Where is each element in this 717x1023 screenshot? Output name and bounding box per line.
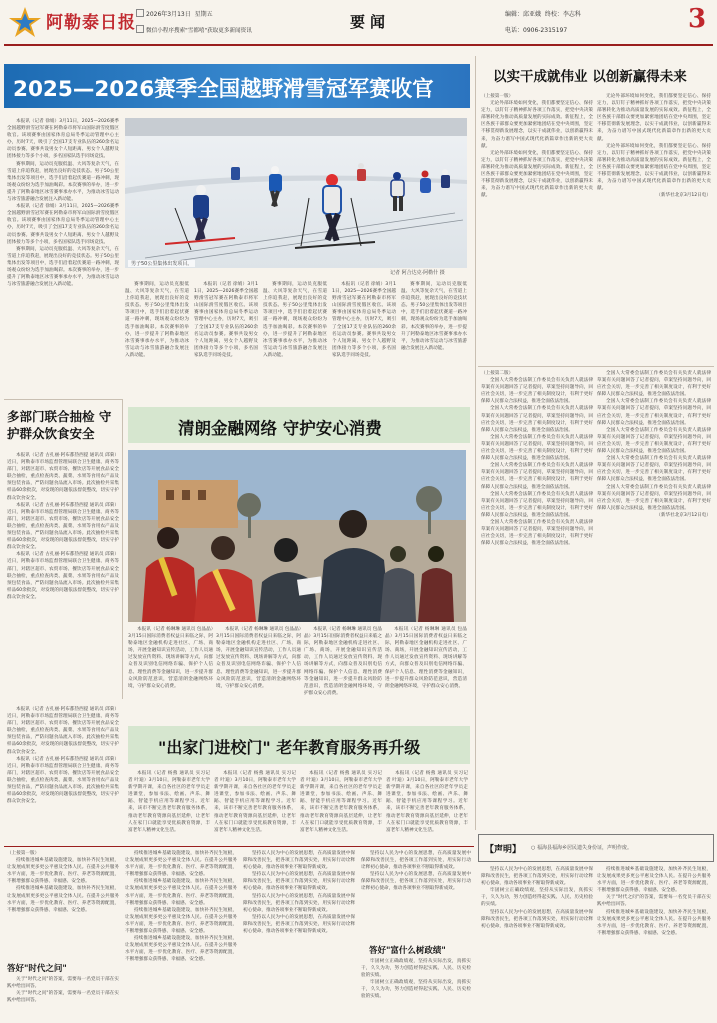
story4-col1-text: 本报讯（记者 杨琳琳 通讯员 包晶晶）3月15日国际消费者权益日来临之际，阿勒泰地区金融机构走进社区、广场、商场，开展金融知识宣传活动，工作人员通过发放宣传资料、现场讲解等方式，向群众普及识别电信网络诈骗、保护个人信息、理性消费等金融知识，进一步提升群众风险防范意识，营造清朗金融网络环境，守护群众安心消费。 [128, 627, 213, 689]
bottom-col3-text: 坚持以人民为中心的发展思想，在高质量发展中保障和改善民生，把各项工作落到实处，用实际行动诠释初心使命，推动各项事业不断取得新成效。 [243, 851, 355, 871]
story2-col1-text-b: 无论外部环境如何变化，我们都要坚定信心、保持定力，以钉钉子精神抓好各项工作落实，把党中央决策部署转化为推动高质量发展的实际成效。新征程上，全区各族干部群众要更加紧密地团结在党中央周围，坚定不移贯彻新发展理念，以实干成就伟业，以创新赢得未来，为奋力谱写中国式现代化新篇章作出新的更大贡献。 [481, 150, 593, 199]
right-col1-text: 全国人大常委会法制工作委员会有关负责人就法律草案有关问题回答了记者提问，草案坚持问题导向，回应社会关切，进一步完善了相关制度设计，有利于更好保障人民群众合法权益，推进全面依法治国。 [481, 378, 593, 405]
issue-date-line [136, 9, 213, 18]
notice-box [478, 834, 714, 862]
story3-cont-text: 本报讯（记者 古扎丽·阿布都热西提 通讯员 邱菊）近日，阿勒泰市市场监督管理局联合卫生健康、商务等部门，对辖区超市、农贸市场、餐饮店等开展食品安全联合抽检，重点检查肉类、蔬菜、水果等食用农产品及预包装食品，严防问题食品流入市场。此次抽检共采集样品60余批次，对发现的问题依法督促整改，切实守护群众饮食安全。 [7, 707, 119, 755]
story1-col6-text: 赛事期间，运动员克服低温、大风等复杂天气，在雪道上你追我赶，展现出良好的竞技状态。男子50公里集体出发等项目中，选手们沿着起伏赛道一路冲刺，现场观众纷纷为选手加油喝彩。本次赛事的举办，进一步提升了阿勒泰地区冰雪赛事承办水平，为推动冰雪运动与冰雪旅游融合发展注入新动能。 [401, 282, 467, 351]
story3-continuation [7, 706, 119, 842]
bottom-right-col-2 [597, 866, 711, 1020]
story3-text-c: 本报讯（记者 古扎丽·阿布都热西提 通讯员 邱菊）近日，阿勒泰市市场监督管理局联合卫生健康、商务等部门，对辖区超市、农贸市场、餐饮店等开展食品安全联合抽检，重点检查肉类、蔬菜、水果等食用农产品及预包装食品，严防问题食品流入市场。此次抽检共采集样品60余批次，对发现的问题依法督促整改，切实守护群众饮食安全。 [7, 552, 119, 600]
right-col2-text-d: 全国人大常委会法制工作委员会有关负责人就法律草案有关问题回答了记者提问，草案坚持问题导向，回应社会关切，进一步完善了相关制度设计，有利于更好保障人民群众合法权益，推进全面依法治国。 [597, 456, 711, 483]
bottom-right-col-1 [481, 866, 593, 1020]
story2-col-2 [597, 93, 711, 343]
bottom-col4-text-b: 坚持以人民为中心的发展思想，在高质量发展中保障和改善民生，把各项工作落到实处，用实际行动诠释初心使命，推动各项事业不断取得新成效。 [361, 872, 471, 892]
story3-cont-text-b: 本报讯（记者 古扎丽·阿布都热西提 通讯员 邱菊）近日，阿勒泰市市场监督管理局联合卫生健康、商务等部门，对辖区超市、农贸市场、餐饮店等开展食品安全联合抽检，重点检查肉类、蔬菜、水果等食用农产品及预包装食品，严防问题食品流入市场。此次抽检共采集样品60余批次，对发现的问题依法督促整改，切实守护群众饮食安全。 [7, 756, 119, 805]
bottom-col2-text: 持续推进城乡基础设施建设，加快补齐民生短板，让发展成果更多更公平惠及全体人民。在提升公共服务水平方面，进一步优化教育、医疗、养老等资源配置，不断增强群众获得感、幸福感、安全感。 [125, 851, 237, 878]
bottom-col3-text-d: 坚持以人民为中心的发展思想，在高质量发展中保障和改善民生，把各项工作落到实处，用实际行动诠释初心使命，推动各项事业不断取得新成效。 [243, 914, 355, 935]
bottom-col-2 [125, 850, 237, 1020]
bottom-col4-text: 坚持以人民为中心的发展思想，在高质量发展中保障和改善民生，把各项工作落到实处，用实际行动诠释初心使命，推动各项事业不断取得新成效。 [361, 851, 471, 871]
story5-headline: "出家门进校门" 老年教育服务再升级 [158, 738, 421, 757]
story1-photo [125, 118, 467, 268]
right-subhead: （上接第二版） [481, 371, 514, 376]
bottom-left-col-1 [7, 850, 119, 954]
story1-col-6 [401, 281, 467, 394]
story3-text-b: 本报讯（记者 古扎丽·阿布都热西提 通讯员 邱菊）近日，阿勒泰市市场监督管理局联合卫生健康、商务等部门，对辖区超市、农贸市场、餐饮店等开展食品安全联合抽检，重点检查肉类、蔬菜、水果等食用农产品及预包装食品，严防问题食品流入市场。此次抽检共采集样品60余批次，对发现的问题依法督促整改，切实守护群众饮食安全。 [7, 502, 119, 551]
right-divider [475, 368, 476, 830]
story4-col4-text: 本报讯（记者 杨琳琳 通讯员 包晶晶）3月15日国际消费者权益日来临之际，阿勒泰地区金融机构走进社区、广场、商场，开展金融知识宣传活动，工作人员通过发放宣传资料、现场讲解等方式，向群众普及识别电信网络诈骗、保护个人信息、理性消费等金融知识，进一步提升群众风险防范意识，营造清朗金融网络环境，守护群众安心消费。 [385, 627, 467, 689]
story4-photo [128, 450, 466, 622]
page-number: 3 [688, 4, 707, 34]
story2-subhead: （上接第一版） [481, 94, 514, 99]
bottom-section-rule [4, 846, 474, 847]
story5-col-3 [300, 770, 382, 834]
column-divider [475, 56, 476, 369]
bottom-col2-text-d: 持续推进城乡基础设施建设，加快补齐民生短板，让发展成果更多更公平惠及全体人民。在提升公共服务水平方面，进一步优化教育、医疗、养老等资源配置，不断增强群众获得感、幸福感、安全感。 [125, 936, 237, 963]
newspaper-logo-icon [8, 6, 42, 38]
bottom-col3-text-b: 坚持以人民为中心的发展思想，在高质量发展中保障和改善民生，把各项工作落到实处，用实际行动诠释初心使命，推动各项事业不断取得新成效。 [243, 872, 355, 892]
bottom-col2-text-b: 持续推进城乡基础设施建设，加快补齐民生短板，让发展成果更多更公平惠及全体人民。在提升公共服务水平方面，进一步优化教育、医疗、养老等资源配置，不断增强群众获得感、幸福感、安全感。 [125, 879, 237, 906]
right-top-rule [478, 366, 714, 367]
right-col1-text-d: 全国人大常委会法制工作委员会有关负责人就法律草案有关问题回答了记者提问，草案坚持问题导向，回应社会关切，进一步完善了相关制度设计，有利于更好保障人民群众合法权益，推进全面依法治国。 [481, 463, 593, 490]
story4-headline-band [128, 407, 470, 443]
bottom-col-3 [243, 850, 355, 1020]
paper-name: 阿勒泰日报 [46, 13, 136, 33]
bottom-right-col1-text: 坚持以人民为中心的发展思想，在高质量发展中保障和改善民生，把各项工作落到实处，用实际行动诠释初心使命，推动各项事业不断取得新成效。 [481, 867, 593, 887]
story1-banner [4, 64, 470, 108]
bottom-col2-text-c: 持续推进城乡基础设施建设，加快补齐民生短板，让发展成果更多更公平惠及全体人民。在提升公共服务水平方面，进一步优化教育、医疗、养老等资源配置，不断增强群众获得感、幸福感、安全感。 [125, 907, 237, 935]
story1-col-2 [125, 281, 189, 394]
bottom-right-col2-text-c: 持续推进城乡基础设施建设，加快补齐民生短板，让发展成果更多更公平惠及全体人民。在提升公共服务水平方面，进一步优化教育、医疗、养老等资源配置，不断增强群众获得感、幸福感、安全感。 [597, 909, 711, 936]
bottom-left-text: 持续推进城乡基础设施建设，加快补齐民生短板，让发展成果更多更公平惠及全体人民。在提升公共服务水平方面，进一步优化教育、医疗、养老等资源配置，不断增强群众获得感、幸福感、安全感。 [7, 858, 119, 885]
calendar-icon [136, 9, 144, 17]
bottom-left-tail-text: 关于"时代之问"的答案，需要每一名党员干部在实践中给出回答。 [7, 977, 119, 990]
bottom-mid-heading: 答好"富什么树政绩" [369, 946, 446, 956]
proofreader: 终校：李志科 [544, 11, 581, 18]
story4-headline: 清朗金融网络 守护安心消费 [178, 419, 382, 438]
notice-label: 【声明】 [485, 845, 522, 855]
bottom-mid-tail [361, 958, 471, 1020]
story5-col3-text: 本报讯（记者 杨燕 通讯员 实习记者 叶迪）3月10日，阿勒泰市老年大学新学期开课，来自各社区的老年学员走进课堂，参加书法、绘画、声乐、舞蹈、智能手机应用等课程学习。近年来，该市不断完善老年教育服务体系，推动老年教育资源向基层延伸，让老年人在家门口就能享受优质教育资源，丰富老年人精神文化生活。 [300, 771, 382, 833]
right-col1-text-f: 全国人大常委会法制工作委员会有关负责人就法律草案有关问题回答了记者提问，草案坚持问题导向，回应社会关切，进一步完善了相关制度设计，有利于更好保障人民群众合法权益，推进全面依法治国。 [481, 519, 593, 547]
issue-date: 2026年3月13日 [146, 11, 191, 18]
story3-text: 本报讯（记者 古扎丽·阿布都热西提 通讯员 邱菊）近日，阿勒泰市市场监督管理局联合卫生健康、商务等部门，对辖区超市、农贸市场、餐饮店等开展食品安全联合抽检，重点检查肉类、蔬菜、水果等食用农产品及预包装食品，严防问题食品流入市场。此次抽检共采集样品60余批次，对发现的问题依法督促整改，切实守护群众饮食安全。 [7, 453, 119, 501]
masthead-rule [4, 44, 713, 46]
story1-lead: 本报讯（记者 徐娟）3月11日，2025—2026赛季全国越野滑雪冠军赛在阿勒泰市将军山国际滑雪度假区收官。该项赛事由国家体育总局冬季运动管理中心主办，历时7天，吸引了全国17支专业队伍的260余名运动员参赛。赛事共设男女个人短距离、男女个人越野及团体接力等多个小项，多名国家队选手同场竞技。 [7, 119, 119, 160]
right-col1-text-c: 全国人大常委会法制工作委员会有关负责人就法律草案有关问题回答了记者提问，草案坚持问题导向，回应社会关切，进一步完善了相关制度设计，有利于更好保障人民群众合法权益，推进全面依法治国。 [481, 434, 593, 462]
right-col1-text-e: 全国人大常委会法制工作委员会有关负责人就法律草案有关问题回答了记者提问，草案坚持问题导向，回应社会关切，进一步完善了相关制度设计，有利于更好保障人民群众合法权益，推进全面依法治国。 [481, 491, 593, 518]
masthead [0, 0, 717, 46]
notice-text: ○ 福海县福海乡居民遗失身份证，声明作废。 [531, 845, 632, 851]
wechat-icon [136, 25, 144, 33]
bottom-right-col2-text: 持续推进城乡基础设施建设，加快补齐民生短板，让发展成果更多更公平惠及全体人民。在提升公共服务水平方面，进一步优化教育、医疗、养老等资源配置，不断增强群众获得感、幸福感、安全感。 [597, 867, 711, 894]
bottom-right-col1-text-c: 坚持以人民为中心的发展思想，在高质量发展中保障和改善民生，把各项工作落到实处，用实际行动诠释初心使命，推动各项事业不断取得新成效。 [481, 909, 593, 929]
story3-body [7, 452, 119, 700]
right-col2-text-b: 全国人大常委会法制工作委员会有关负责人就法律草案有关问题回答了记者提问，草案坚持问题导向，回应社会关切，进一步完善了相关制度设计，有利于更好保障人民群众合法权益，推进全面依法治国。 [597, 399, 711, 426]
right-col-1 [481, 370, 593, 810]
bottom-left-tail [7, 976, 119, 1020]
editor: 编辑：邱亚娥 [505, 11, 542, 18]
story2-source: （新华社北京3月12日电） [656, 193, 711, 199]
story1-col-4 [263, 281, 327, 394]
skiing-photo-image [125, 118, 467, 268]
story5-headline-band [128, 726, 470, 764]
story1-photo-credit: 记者 阿合达克·阿勒什 摄 [390, 270, 445, 276]
story5-col4-text: 本报讯（记者 杨燕 通讯员 实习记者 叶迪）3月10日，阿勒泰市老年大学新学期开课，来自各社区的老年学员走进课堂，参加书法、绘画、声乐、舞蹈、智能手机应用等课程学习。近年来，该市不断完善老年教育服务体系，推动老年教育资源向基层延伸，让老年人在家门口就能享受优质教育资源，丰富老年人精神文化生活。 [386, 771, 468, 833]
story1-col5-text: 本报讯（记者 徐娟）3月11日，2025—2026赛季全国越野滑雪冠军赛在阿勒泰市将军山国际滑雪度假区收官。该项赛事由国家体育总局冬季运动管理中心主办，历时7天，吸引了全国17支专业队伍的260余名运动员参赛。赛事共设男女个人短距离、男女个人越野及团体接力等多个小项，多名国家队选手同场竞技。 [332, 282, 396, 358]
right-col-2 [597, 370, 711, 810]
story4-col-1 [128, 626, 213, 718]
story4-col3-text: 本报讯（记者 杨琳琳 通讯员 包晶晶）3月15日国际消费者权益日来临之际，阿勒泰地区金融机构走进社区、广场、商场，开展金融知识宣传活动，工作人员通过发放宣传资料、现场讲解等方式，向群众普及识别电信网络诈骗、保护个人信息、理性消费等金融知识，进一步提升群众风险防范意识，营造清朗金融网络环境，守护群众安心消费。 [304, 627, 382, 696]
right-col2-text-e: 全国人大常委会法制工作委员会有关负责人就法律草案有关问题回答了记者提问，草案坚持问题导向，回应社会关切，进一步完善了相关制度设计，有利于更好保障人民群众合法权益，推进全面依法治国。 [597, 484, 711, 511]
story1-col-3 [194, 281, 258, 394]
story3-divider [122, 399, 123, 699]
story1-para: 赛事期间，运动员克服低温、大风等复杂天气，在雪道上你追我赶，展现出良好的竞技状态。男子50公里集体出发等项目中，选手们沿着起伏赛道一路冲刺，现场观众纷纷为选手加油喝彩。本次赛事的举办，进一步提升了阿勒泰地区冰雪赛事承办水平，为推动冰雪运动与冰雪旅游融合发展注入新动能。 [7, 161, 119, 203]
editor-line [505, 9, 581, 18]
bottom-left-heading: 答好"时代之问" [7, 964, 67, 974]
issue-weekday: 星期五 [194, 11, 213, 18]
phone-line: 电话：0906-2315197 [505, 27, 568, 34]
story1-col4-text: 赛事期间，运动员克服低温、大风等复杂天气，在雪道上你追我赶，展现出良好的竞技状态。男子50公里集体出发等项目中，选手们沿着起伏赛道一路冲刺，现场观众纷纷为选手加油喝彩。本次赛事的举办，进一步提升了阿勒泰地区冰雪赛事承办水平，为推动冰雪运动与冰雪旅游融合发展注入新动能。 [263, 282, 327, 358]
right-col2-text-c: 全国人大常委会法制工作委员会有关负责人就法律草案有关问题回答了记者提问，草案坚持问题导向，回应社会关切，进一步完善了相关制度设计，有利于更好保障人民群众合法权益，推进全面依法治国。 [597, 427, 711, 455]
story5-col-2 [214, 770, 296, 834]
story1-col3-text: 本报讯（记者 徐娟）3月11日，2025—2026赛季全国越野滑雪冠军赛在阿勒泰市将军山国际滑雪度假区收官。该项赛事由国家体育总局冬季运动管理中心主办，历时7天，吸引了全国17支专业队伍的260余名运动员参赛。赛事共设男女个人短距离、男女个人越野及团体接力等多个小项，多名国家队选手同场竞技。 [194, 282, 258, 358]
story5-col1-text: 本报讯（记者 杨燕 通讯员 实习记者 叶迪）3月10日，阿勒泰市老年大学新学期开课，来自各社区的老年学员走进课堂，参加书法、绘画、声乐、舞蹈、智能手机应用等课程学习。近年来，该市不断完善老年教育服务体系，推动老年教育资源向基层延伸，让老年人在家门口就能享受优质教育资源，丰富老年人精神文化生活。 [128, 771, 210, 833]
bottom-left-tail-text-b: 关于"时代之问"的答案，需要每一名党员干部在实践中给出回答。 [7, 991, 119, 1004]
wechat-note: 微信小程序搜索"雪都嘻"获取更多新闻资讯 [146, 28, 252, 34]
story2-col1-text: 无论外部环境如何变化，我们都要坚定信心、保持定力，以钉钉子精神抓好各项工作落实，把党中央决策部署转化为推动高质量发展的实际成效。新征程上，全区各族干部群众要更加紧密地团结在党中央周围，坚定不移贯彻新发展理念，以实干成就伟业，以创新赢得未来，为奋力谱写中国式现代化新篇章作出新的更大贡献。 [481, 101, 593, 149]
story1-col2-text: 赛事期间，运动员克服低温、大风等复杂天气，在雪道上你追我赶，展现出良好的竞技状态。男子50公里集体出发等项目中，选手们沿着起伏赛道一路冲刺，现场观众纷纷为选手加油喝彩。本次赛事的举办，进一步提升了阿勒泰地区冰雪赛事承办水平，为推动冰雪运动与冰雪旅游融合发展注入新动能。 [125, 282, 189, 358]
right-col2-text: 全国人大常委会法制工作委员会有关负责人就法律草案有关问题回答了记者提问，草案坚持问题导向，回应社会关切，进一步完善了相关制度设计，有利于更好保障人民群众合法权益，推进全面依法治国。 [597, 371, 711, 398]
story4-col2-text: 本报讯（记者 杨琳琳 通讯员 包晶晶）3月15日国际消费者权益日来临之际，阿勒泰地区金融机构走进社区、广场、商场，开展金融知识宣传活动，工作人员通过发放宣传资料、现场讲解等方式，向群众普及识别电信网络诈骗、保护个人信息、理性消费等金融知识，进一步提升群众风险防范意识，营造清朗金融网络环境，守护群众安心消费。 [216, 627, 301, 689]
story5-col-1 [128, 770, 210, 834]
bottom-left-text-b: 持续推进城乡基础设施建设，加快补齐民生短板，让发展成果更多更公平惠及全体人民。在提升公共服务水平方面，进一步优化教育、医疗、养老等资源配置，不断增强群众获得感、幸福感、安全感。 [7, 886, 119, 913]
story1-col-5 [332, 281, 396, 394]
story5-col2-text: 本报讯（记者 杨燕 通讯员 实习记者 叶迪）3月10日，阿勒泰市老年大学新学期开课，来自各社区的老年学员走进课堂，参加书法、绘画、声乐、舞蹈、智能手机应用等课程学习。近年来，该市不断完善老年教育服务体系，推动老年教育资源向基层延伸，让老年人在家门口就能享受优质教育资源，丰富老年人精神文化生活。 [214, 771, 296, 833]
story4-col-3 [304, 626, 382, 718]
story2-col-1 [481, 93, 593, 343]
story1-lead-repeat: 本报讯（记者 徐娟）3月11日，2025—2026赛季全国越野滑雪冠军赛在阿勒泰市将军山国际滑雪度假区收官。该项赛事由国家体育总局冬季运动管理中心主办，历时7天，吸引了全国17支专业队伍的260余名运动员参赛。赛事共设男女个人短距离、男女个人越野及团体接力等多个小项，多名国家队选手同场竞技。 [7, 204, 119, 245]
finance-outreach-photo-image [128, 450, 466, 622]
story1-body [7, 118, 119, 395]
story1-headline: 2025—2026赛季全国越野滑雪冠军赛收官 [13, 77, 434, 102]
bottom-left-subhead: （上接第一版） [7, 851, 40, 856]
bottom-col3-text-c: 坚持以人民为中心的发展思想，在高质量发展中保障和改善民生，把各项工作落到实处，用实际行动诠释初心使命，推动各项事业不断取得新成效。 [243, 893, 355, 913]
story1-para-repeat: 赛事期间，运动员克服低温、大风等复杂天气，在雪道上你追我赶，展现出良好的竞技状态。男子50公里集体出发等项目中，选手们沿着起伏赛道一路冲刺，现场观众纷纷为选手加油喝彩。本次赛事的举办，进一步提升了阿勒泰地区冰雪赛事承办水平，为推动冰雪运动与冰雪旅游融合发展注入新动能。 [7, 246, 119, 288]
bottom-mid-tail-text: 牢固树立正确政绩观，坚持从实际出发，真抓实干，久久为功，努力创造经得起实践、人民、历史检验的实绩。 [361, 959, 471, 979]
right-source: （新华社北京3月12日电） [656, 512, 711, 518]
bottom-right-col1-text-b: 牢固树立正确政绩观，坚持从实际出发，真抓实干，久久为功，努力创造经得起实践、人民、历史检验的实绩。 [481, 888, 593, 908]
bottom-right-col2-text-b: 关于"时代之问"的答案，需要每一名党员干部在实践中给出回答。 [597, 895, 711, 908]
story3-headline: 多部门联合抽检 守护群众饮食安全 [7, 409, 112, 441]
bottom-mid-tail-text-b: 牢固树立正确政绩观，坚持从实际出发，真抓实干，久久为功，努力创造经得起实践、人民、历史检验的实绩。 [361, 980, 471, 1000]
right-col1-text-b: 全国人大常委会法制工作委员会有关负责人就法律草案有关问题回答了记者提问，草案坚持问题导向，回应社会关切，进一步完善了相关制度设计，有利于更好保障人民群众合法权益，推进全面依法治国。 [481, 406, 593, 433]
story4-col-4 [385, 626, 467, 718]
section-name: 要闻 [350, 13, 391, 31]
story4-col-2 [216, 626, 301, 718]
wechat-note-line [136, 25, 252, 34]
story2-col2-text-b: 无论外部环境如何变化，我们都要坚定信心、保持定力，以钉钉子精神抓好各项工作落实，把党中央决策部署转化为推动高质量发展的实际成效。新征程上，全区各族干部群众要更加紧密地团结在党中央周围，坚定不移贯彻新发展理念，以实干成就伟业，以创新赢得未来，为奋力谱写中国式现代化新篇章作出新的更大贡献。 [597, 143, 711, 192]
story3-top-rule [4, 399, 122, 400]
story5-col-4 [386, 770, 468, 834]
story2-col2-text: 无论外部环境如何变化，我们都要坚定信心、保持定力，以钉钉子精神抓好各项工作落实，把党中央决策部署转化为推动高质量发展的实际成效。新征程上，全区各族干部群众要更加紧密地团结在党中央周围，坚定不移贯彻新发展理念，以实干成就伟业，以创新赢得未来，为奋力谱写中国式现代化新篇章作出新的更大贡献。 [597, 94, 711, 142]
bottom-col-4 [361, 850, 471, 938]
story2-headline: 以实干成就伟业 以创新赢得未来 [493, 69, 687, 85]
story1-photo-caption: 男子50公里集体出发项目。 [128, 260, 195, 267]
